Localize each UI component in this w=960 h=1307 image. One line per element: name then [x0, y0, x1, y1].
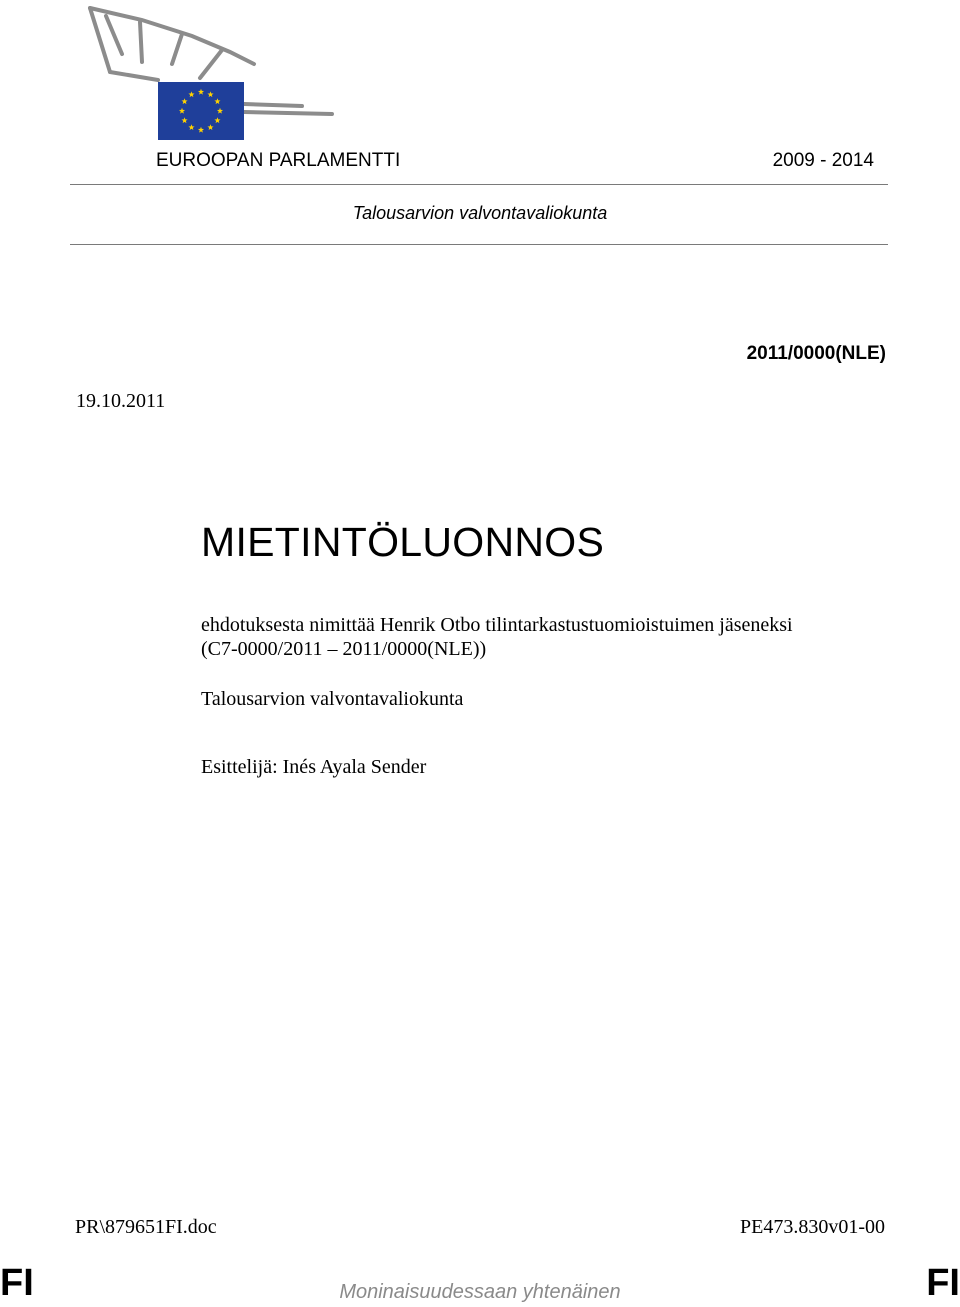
pe-number: PE473.830v01-00 — [740, 1216, 885, 1238]
institution-name: EUROOPAN PARLAMENTTI — [156, 150, 401, 171]
language-code-right: FI — [926, 1262, 960, 1304]
subject-line: ehdotuksesta nimittää Henrik Otbo tilintarkastustuomioistuimen jäseneksi — [201, 614, 793, 636]
document-title: MIETINTÖLUONNOS — [201, 519, 605, 565]
responsible-committee: Talousarvion valvontavaliokunta — [201, 688, 464, 710]
file-reference: PR\879651FI.doc — [75, 1216, 217, 1238]
header-divider-bottom — [70, 244, 888, 245]
header-divider-top — [70, 184, 888, 185]
rapporteur: Esittelijä: Inés Ayala Sender — [201, 756, 427, 778]
document-date: 19.10.2011 — [76, 390, 166, 412]
language-code-left: FI — [0, 1262, 34, 1304]
eu-motto: Moninaisuudessaan yhtenäinen — [339, 1281, 621, 1303]
subject-reference: (C7-0000/2011 – 2011/0000(NLE)) — [201, 638, 487, 660]
procedure-reference: 2011/0000(NLE) — [746, 343, 886, 364]
legislative-term: 2009 - 2014 — [772, 150, 874, 171]
committee-header: Talousarvion valvontavaliokunta — [352, 203, 608, 223]
european-parliament-logo — [82, 2, 334, 142]
